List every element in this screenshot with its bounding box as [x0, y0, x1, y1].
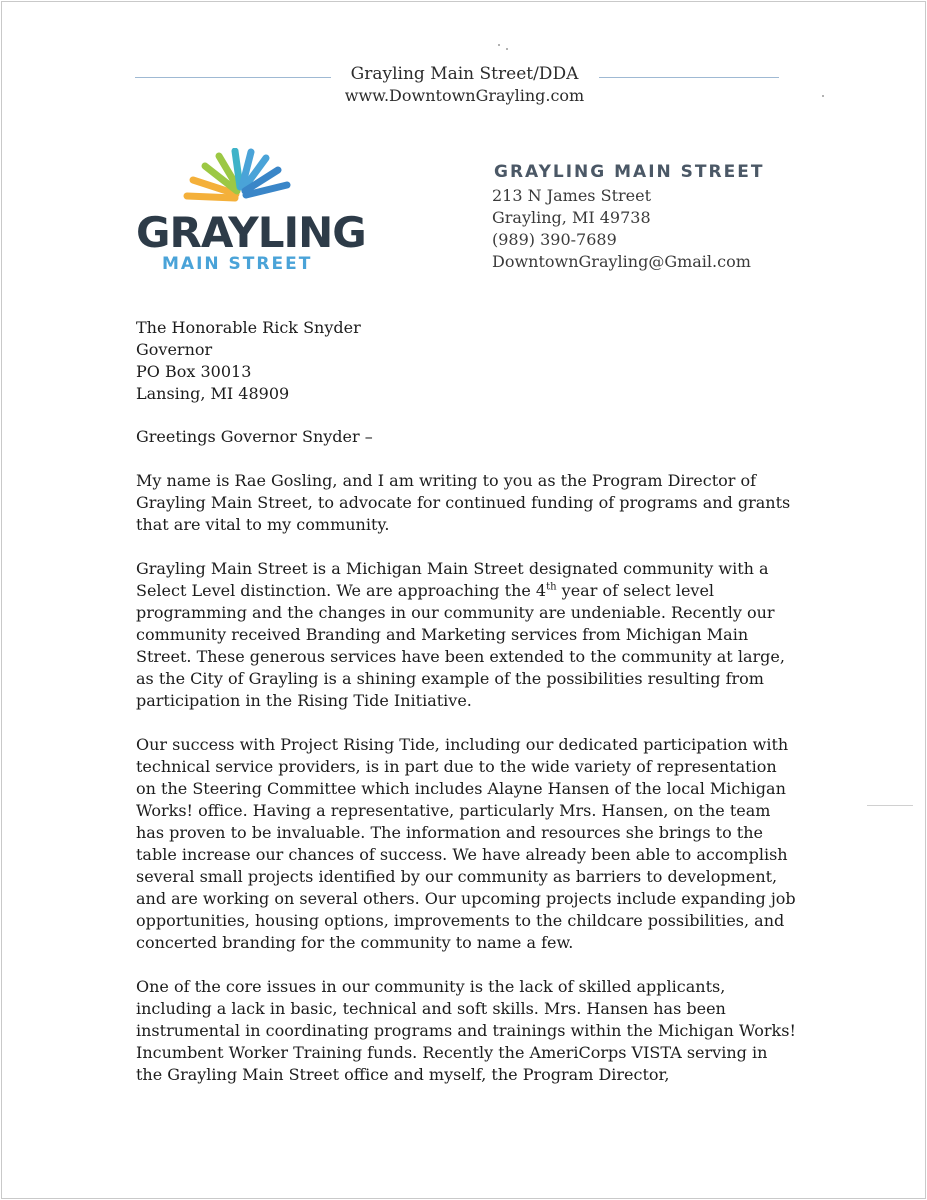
grayling-logo: [132, 144, 366, 284]
recipient-title: Governor: [136, 340, 213, 359]
salutation: Greetings Governor Snyder –: [136, 427, 373, 446]
letterhead-website: www.DowntownGrayling.com: [344, 86, 585, 105]
recipient-address: [136, 317, 796, 405]
letter-body: [136, 470, 796, 1108]
recipient-city: Lansing, MI 48909: [136, 384, 290, 403]
scan-speck: [498, 44, 500, 46]
logo-subtitle: MAIN STREET: [162, 254, 313, 274]
scan-speck: [506, 48, 508, 50]
scan-mark: [867, 805, 913, 806]
sender-city: Grayling, MI 49738: [492, 208, 651, 227]
sunburst-icon: [179, 148, 299, 210]
paragraph-select-level-part1: Grayling Main Street is a Michigan Main Street designated community with a Select Level distinction. We are approaching the 4: [136, 559, 769, 600]
sender-street: 213 N James Street: [492, 186, 652, 205]
paragraph-skills: One of the core issues in our community is the lack of skilled applicants, including a lack in basic, technical and soft skills. Mrs. Hansen has been instrumental in coordinating programs and trainings within the Michigan Works! Incumbent Worker Training funds. Recently the AmeriCorps VISTA serving in the Grayling Main Street office and myself, the Program Director,: [136, 977, 796, 1084]
recipient-po-box: PO Box 30013: [136, 362, 252, 381]
recipient-name: The Honorable Rick Snyder: [136, 318, 361, 337]
paragraph-intro: My name is Rae Gosling, and I am writing to you as the Program Director of Grayling Main Street, to advocate for continued funding of programs and grants that are vital to my community.: [136, 471, 791, 534]
letter-page: [1, 1, 926, 1199]
ordinal-suffix: th: [546, 581, 557, 593]
sender-email: DowntownGrayling@Gmail.com: [492, 252, 751, 271]
sender-phone: (989) 390-7689: [492, 230, 617, 249]
letterhead-rule-right: [599, 77, 779, 78]
letterhead-title: Grayling Main Street/DDA: [350, 64, 579, 84]
paragraph-rising-tide: Our success with Project Rising Tide, including our dedicated participation with technical service providers, is in part due to the wide variety of representation on the Steering Committee which includes Alayne Hansen of the local Michigan Works! office. Having a representative, particularly Mrs. Hansen, on the team has proven to be invaluable. The information and resources she brings to the table increase our chances of success. We have already been able to accomplish several small projects identified by our community as barriers to development, and are working on several others. Our upcoming projects include expanding job opportunities, housing options, improvements to the childcare possibilities, and concerted branding for the community to name a few.: [136, 735, 796, 952]
sender-contact-block: [492, 162, 764, 273]
paragraph-select-level-part2: year of select level programming and the changes in our community are undeniable. Recently our community received Branding and Marketing services from Michigan Main Street. These generous services have been extended to the community at large, as the City of Grayling is a shining example of the possibilities resulting from participation in the Rising Tide Initiative.: [136, 581, 785, 710]
paragraph-select-level: [136, 558, 796, 712]
letterhead-title-row: [2, 62, 927, 86]
sender-org-name: GRAYLING MAIN STREET: [494, 162, 765, 182]
logo-wordmark: GRAYLING: [136, 208, 366, 257]
